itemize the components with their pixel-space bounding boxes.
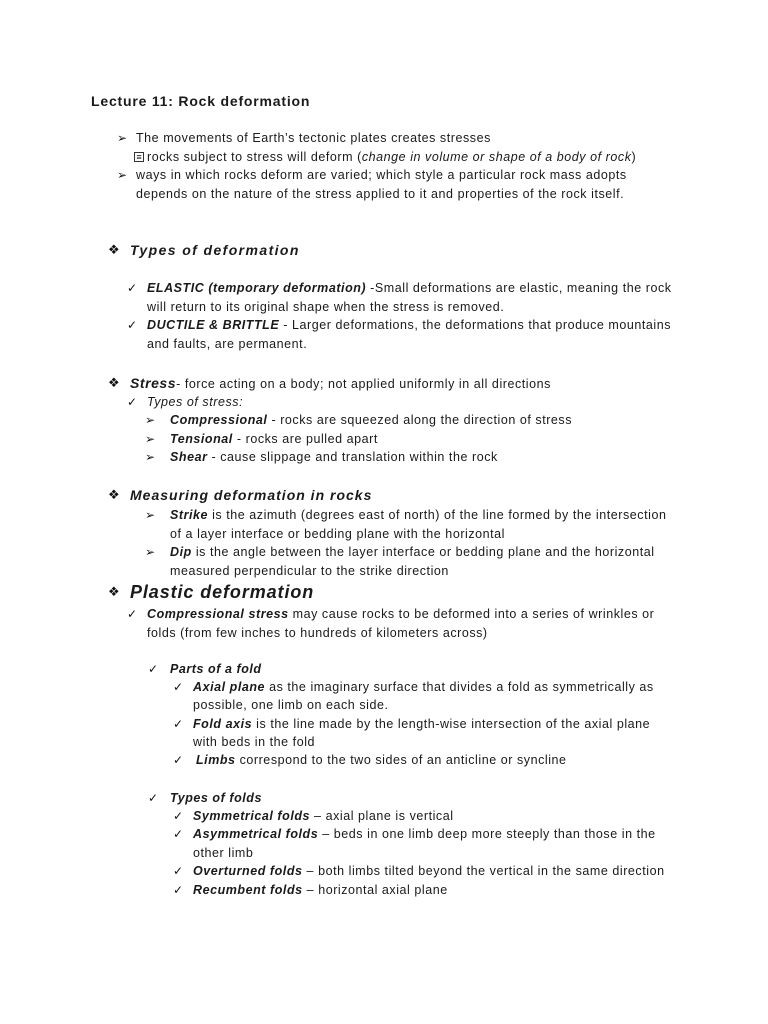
strike-line bbox=[170, 507, 666, 523]
diamond-bullet-icon: ❖ bbox=[108, 584, 120, 599]
checkmark-bullet-icon: ✓ bbox=[173, 717, 184, 731]
compressional-stress-text: may cause rocks to be deformed into a series of wrinkles or bbox=[288, 607, 655, 621]
diamond-bullet-icon: ❖ bbox=[108, 375, 120, 390]
section-heading-plastic-deformation: Plastic deformation bbox=[130, 582, 315, 602]
arrow-bullet-icon: ➢ bbox=[145, 413, 156, 427]
checkmark-bullet-icon: ✓ bbox=[127, 395, 138, 409]
list-item bbox=[193, 882, 448, 898]
strike-term: Strike bbox=[170, 508, 209, 522]
elastic-line bbox=[147, 280, 672, 296]
stress-item-text: - rocks are squeezed along the direction of stress bbox=[267, 413, 573, 427]
fold-type-text: – both limbs tilted beyond the vertical in the same direction bbox=[302, 864, 665, 878]
page-title: Lecture 11: Rock deformation bbox=[91, 93, 311, 109]
elastic-term: ELASTIC (temporary deformation) bbox=[147, 281, 367, 295]
compressional-stress-term: Compressional stress bbox=[147, 607, 289, 621]
intro-line-4: depends on the nature of the stress applied to it and properties of the rock itself. bbox=[136, 187, 625, 201]
fold-type-term: Recumbent folds bbox=[193, 883, 303, 897]
list-item bbox=[170, 412, 572, 428]
axial-plane-line-2: possible, one limb on each side. bbox=[193, 698, 389, 712]
intro-line-1: The movements of Earth’s tectonic plates creates stresses bbox=[136, 131, 491, 145]
fold-type-term: Overturned folds bbox=[193, 864, 303, 878]
checkmark-bullet-icon: ✓ bbox=[127, 318, 138, 332]
list-item bbox=[170, 431, 378, 447]
ductile-text: - Larger deformations, the deformations that produce mountains bbox=[279, 318, 672, 332]
axial-plane-line bbox=[193, 679, 654, 695]
fold-type-text: – axial plane is vertical bbox=[310, 809, 454, 823]
checkmark-bullet-icon: ✓ bbox=[148, 662, 159, 676]
ductile-term: DUCTILE & BRITTLE bbox=[147, 318, 280, 332]
stress-term: Stress bbox=[130, 375, 177, 391]
arrow-bullet-icon: ➢ bbox=[145, 545, 156, 559]
intro-line-2-prefix: rocks subject to stress will deform ( bbox=[147, 150, 362, 164]
fold-type-term: Symmetrical folds bbox=[193, 809, 311, 823]
fold-axis-line bbox=[193, 716, 650, 732]
arrow-bullet-icon: ➢ bbox=[117, 131, 128, 145]
ductile-line-2: and faults, are permanent. bbox=[147, 337, 308, 351]
dip-text: is the angle between the layer interface or bedding plane and the horizontal bbox=[191, 545, 655, 559]
fold-axis-term: Fold axis bbox=[193, 717, 253, 731]
compressional-stress-line bbox=[147, 606, 654, 622]
intro-line-2 bbox=[147, 149, 636, 165]
stress-item-text: - cause slippage and translation within the rock bbox=[207, 450, 498, 464]
checkmark-bullet-icon: ✓ bbox=[127, 607, 138, 621]
checkmark-bullet-icon: ✓ bbox=[173, 809, 184, 823]
checkmark-bullet-icon: ✓ bbox=[173, 753, 184, 767]
fold-axis-text: is the line made by the length-wise intersection of the axial plane bbox=[252, 717, 651, 731]
checkmark-bullet-icon: ✓ bbox=[148, 791, 159, 805]
list-item bbox=[193, 863, 665, 879]
stress-item-term: Shear bbox=[170, 450, 208, 464]
checkmark-bullet-icon: ✓ bbox=[127, 281, 138, 295]
stress-item-term: Compressional bbox=[170, 413, 268, 427]
elastic-line-2: will return to its original shape when the stress is removed. bbox=[147, 300, 505, 314]
strike-text: is the azimuth (degrees east of north) of the line formed by the intersection bbox=[208, 508, 667, 522]
diamond-bullet-icon: ❖ bbox=[108, 242, 120, 257]
dip-term: Dip bbox=[170, 545, 192, 559]
limbs-line bbox=[196, 752, 567, 768]
stress-item-text: - rocks are pulled apart bbox=[232, 432, 378, 446]
section-heading-measuring: Measuring deformation in rocks bbox=[130, 487, 373, 503]
fold-type-text: – beds in one limb deep more steeply than those in the bbox=[318, 827, 656, 841]
dip-line bbox=[170, 544, 655, 560]
intro-line-2-italic: change in volume or shape of a body of rock bbox=[361, 150, 632, 164]
stress-line bbox=[130, 375, 551, 392]
compressional-stress-line-2: folds (from few inches to hundreds of kilometers across) bbox=[147, 626, 488, 640]
list-item bbox=[193, 808, 454, 824]
list-item bbox=[170, 449, 498, 465]
fold-type-term: Asymmetrical folds bbox=[193, 827, 319, 841]
arrow-bullet-icon: ➢ bbox=[145, 450, 156, 464]
elastic-text: -Small deformations are elastic, meaning the rock bbox=[366, 281, 672, 295]
intro-line-3: ways in which rocks deform are varied; which style a particular rock mass adopts bbox=[136, 168, 627, 182]
strike-line-2: of a layer interface or bedding plane with the horizontal bbox=[170, 527, 506, 541]
boxed-glyph-icon: ≡ bbox=[134, 152, 144, 162]
dip-line-2: measured perpendicular to the strike direction bbox=[170, 564, 449, 578]
limbs-term: Limbs bbox=[196, 753, 236, 767]
list-item bbox=[193, 826, 656, 842]
parts-of-fold-label: Parts of a fold bbox=[170, 662, 262, 676]
fold-axis-line-2: with beds in the fold bbox=[193, 735, 316, 749]
checkmark-bullet-icon: ✓ bbox=[173, 864, 184, 878]
ductile-line bbox=[147, 317, 671, 333]
types-of-stress-label: Types of stress: bbox=[147, 395, 244, 409]
checkmark-bullet-icon: ✓ bbox=[173, 883, 184, 897]
stress-text: - force acting on a body; not applied uniformly in all directions bbox=[176, 377, 551, 391]
fold-type-text: – horizontal axial plane bbox=[302, 883, 448, 897]
section-heading-types-of-deformation: Types of deformation bbox=[130, 242, 300, 258]
arrow-bullet-icon: ➢ bbox=[117, 168, 128, 182]
intro-line-2-suffix: ) bbox=[631, 150, 637, 164]
stress-item-term: Tensional bbox=[170, 432, 233, 446]
list-item-continuation: other limb bbox=[193, 846, 254, 860]
arrow-bullet-icon: ➢ bbox=[145, 508, 156, 522]
diamond-bullet-icon: ❖ bbox=[108, 487, 120, 502]
limbs-text: correspond to the two sides of an anticline or syncline bbox=[235, 753, 567, 767]
types-of-folds-label: Types of folds bbox=[170, 791, 262, 805]
arrow-bullet-icon: ➢ bbox=[145, 432, 156, 446]
axial-plane-term: Axial plane bbox=[193, 680, 266, 694]
checkmark-bullet-icon: ✓ bbox=[173, 827, 184, 841]
axial-plane-text: as the imaginary surface that divides a fold as symmetrically as bbox=[265, 680, 654, 694]
checkmark-bullet-icon: ✓ bbox=[173, 680, 184, 694]
